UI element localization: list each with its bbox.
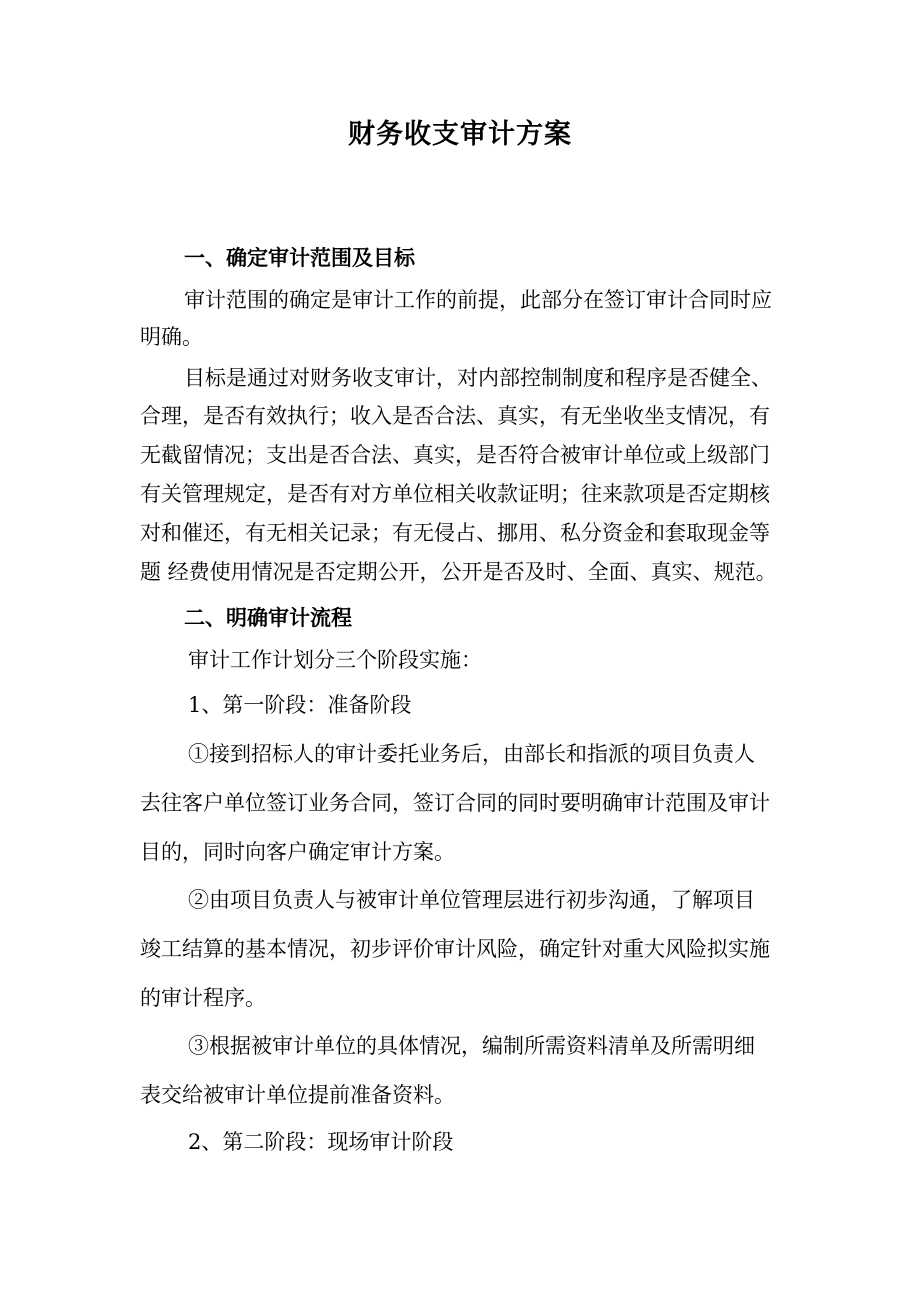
paragraph-line: 审计范围的确定是审计工作的前提，此部分在签订审计合同时应	[184, 288, 772, 312]
paragraph-line: 目的，同时向客户确定审计方案。	[140, 840, 455, 864]
paragraph-line: 题 经费使用情况是否定期公开，公开是否及时、全面、真实、规范。	[140, 560, 777, 584]
paragraph-line: 目标是通过对财务收支审计，对内部控制制度和程序是否健全、	[184, 366, 772, 390]
paragraph-line: 的审计程序。	[140, 986, 266, 1010]
paragraph-line: 对和催还，有无相关记录；有无侵占、挪用、私分资金和套取现金等	[140, 521, 770, 545]
subsection-heading: 1、第一阶段：准备阶段	[188, 693, 412, 717]
paragraph-line: 合理，是否有效执行；收入是否合法、真实，有无坐收坐支情况，有	[140, 404, 770, 428]
paragraph-line: 去往客户单位签订业务合同，签订合同的同时要明确审计范围及审计	[140, 791, 770, 815]
paragraph-line: 无截留情况；支出是否合法、真实，是否符合被审计单位或上级部门	[140, 443, 770, 467]
section-heading-2: 二、明确审计流程	[184, 605, 352, 630]
paragraph-line: ①接到招标人的审计委托业务后，由部长和指派的项目负责人	[188, 742, 755, 766]
paragraph-line: ③根据被审计单位的具体情况，编制所需资料清单及所需明细	[188, 1034, 755, 1058]
subsection-heading: 2、第二阶段：现场审计阶段	[188, 1130, 454, 1154]
paragraph-line: 审计工作计划分三个阶段实施：	[188, 648, 482, 672]
paragraph-line: 竣工结算的基本情况，初步评价审计风险，确定针对重大风险拟实施	[140, 937, 770, 961]
paragraph-line: ②由项目负责人与被审计单位管理层进行初步沟通，了解项目	[188, 888, 755, 912]
paragraph-line: 有关管理规定，是否有对方单位相关收款证明；往来款项是否定期核	[140, 482, 770, 506]
paragraph-line: 表交给被审计单位提前准备资料。	[140, 1083, 455, 1107]
paragraph-line: 明确。	[140, 325, 203, 349]
section-heading-1: 一、确定审计范围及目标	[184, 245, 415, 270]
document-title: 财务收支审计方案	[348, 119, 572, 150]
